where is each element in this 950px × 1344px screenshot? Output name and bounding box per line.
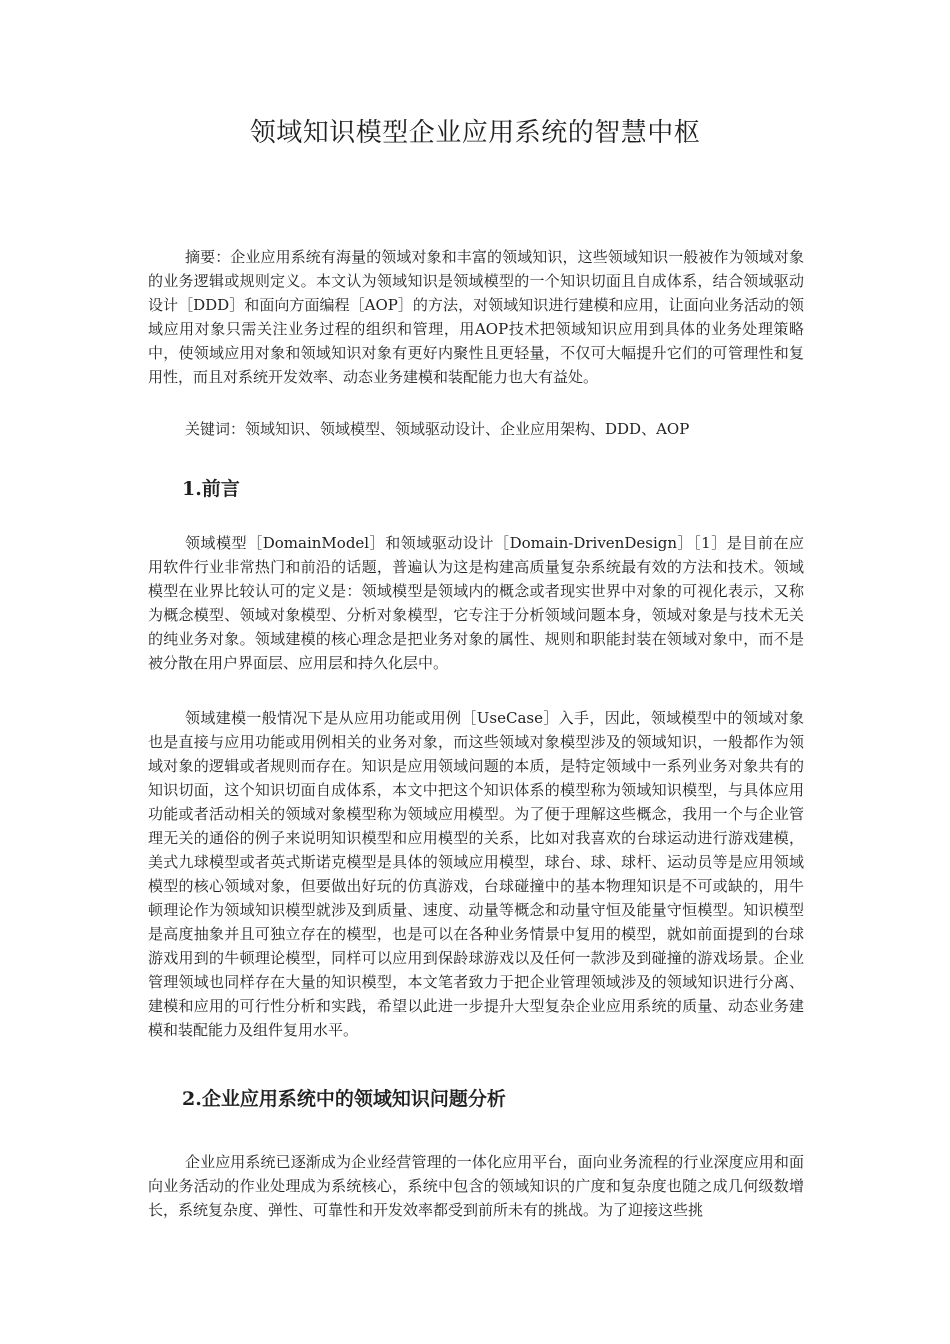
section-2-heading: 2.企业应用系统中的领域知识问题分析 [182,1088,506,1110]
section-1-paragraph-1: 领域模型［DomainModel］和领域驱动设计［Domain-DrivenDesign］［1］是目前在应用软件行业非常热门和前沿的话题，普遍认为这是构建高质量复杂系统最有效的方法和技术。领域模型在业界比较认可的定义是：领域模型是领域内的概念或者现实世界中对象的可视化表示，又称为概念模型、领域对象模型、分析对象模型，它专注于分析领域问题本身，领域对象是与技术无关的纯业务对象。领域建模的核心理念是把业务对象的属性、规则和职能封装在领域对象中，而不是被分散在用户界面层、应用层和持久化层中。 [148,534,804,672]
keywords-line: 关键词：领域知识、领域模型、领域驱动设计、企业应用架构、DDD、AOP [185,420,690,438]
abstract-paragraph: 摘要：企业应用系统有海量的领域对象和丰富的领域知识，这些领域知识一般被作为领域对象的业务逻辑或规则定义。本文认为领域知识是领域模型的一个知识切面且自成体系，结合领域驱动设计［DDD］和面向方面编程［AOP］的方法，对领域知识进行建模和应用，让面向业务活动的领域应用对象只需关注业务过程的组织和管理，用AOP技术把领域知识应用到具体的业务处理策略中，使领域应用对象和领域知识对象有更好内聚性且更轻量，不仅可大幅提升它们的可管理性和复用性，而且对系统开发效率、动态业务建模和装配能力也大有益处。 [148,248,804,386]
section-1-paragraph-2: 领域建模一般情况下是从应用功能或用例［UseCase］入手，因此，领域模型中的领域对象也是直接与应用功能或用例相关的业务对象，而这些领域对象模型涉及的领域知识，一般都作为领域对象的逻辑或者规则而存在。知识是应用领域问题的本质，是特定领域中一系列业务对象共有的知识切面，这个知识切面自成体系，本文中把这个知识体系的模型称为领域知识模型，与具体应用功能或者活动相关的领域对象模型称为领域应用模型。为了便于理解这些概念，我用一个与企业管理无关的通俗的例子来说明知识模型和应用模型的关系，比如对我喜欢的台球运动进行游戏建模，美式九球模型或者英式斯诺克模型是具体的领域应用模型，球台、球、球杆、运动员等是应用领域模型的核心领域对象，但要做出好玩的仿真游戏，台球碰撞中的基本物理知识是不可或缺的，用牛顿理论作为领域知识模型就涉及到质量、速度、动量等概念和动量守恒及能量守恒模型。知识模型是高度抽象并且可独立存在的模型，也是可以在各种业务情景中复用的模型，就如前面提到的台球游戏用到的牛顿理论模型，同样可以应用到保龄球游戏以及任何一款涉及到碰撞的游戏场景。企业管理领域也同样存在大量的知识模型，本文笔者致力于把企业管理领域涉及的领域知识进行分离、建模和应用的可行性分析和实践，希望以此进一步提升大型复杂企业应用系统的质量、动态业务建模和装配能力及组件复用水平。 [148,709,804,1039]
section-2-paragraph-1: 企业应用系统已逐渐成为企业经营管理的一体化应用平台，面向业务流程的行业深度应用和面向业务活动的作业处理成为系统核心，系统中包含的领域知识的广度和复杂度也随之成几何级数增长，系统复杂度、弹性、可靠性和开发效率都受到前所未有的挑战。为了迎接这些挑 [148,1153,804,1219]
document-title: 领域知识模型企业应用系统的智慧中枢 [249,118,701,148]
section-1-heading: 1.前言 [182,478,240,500]
